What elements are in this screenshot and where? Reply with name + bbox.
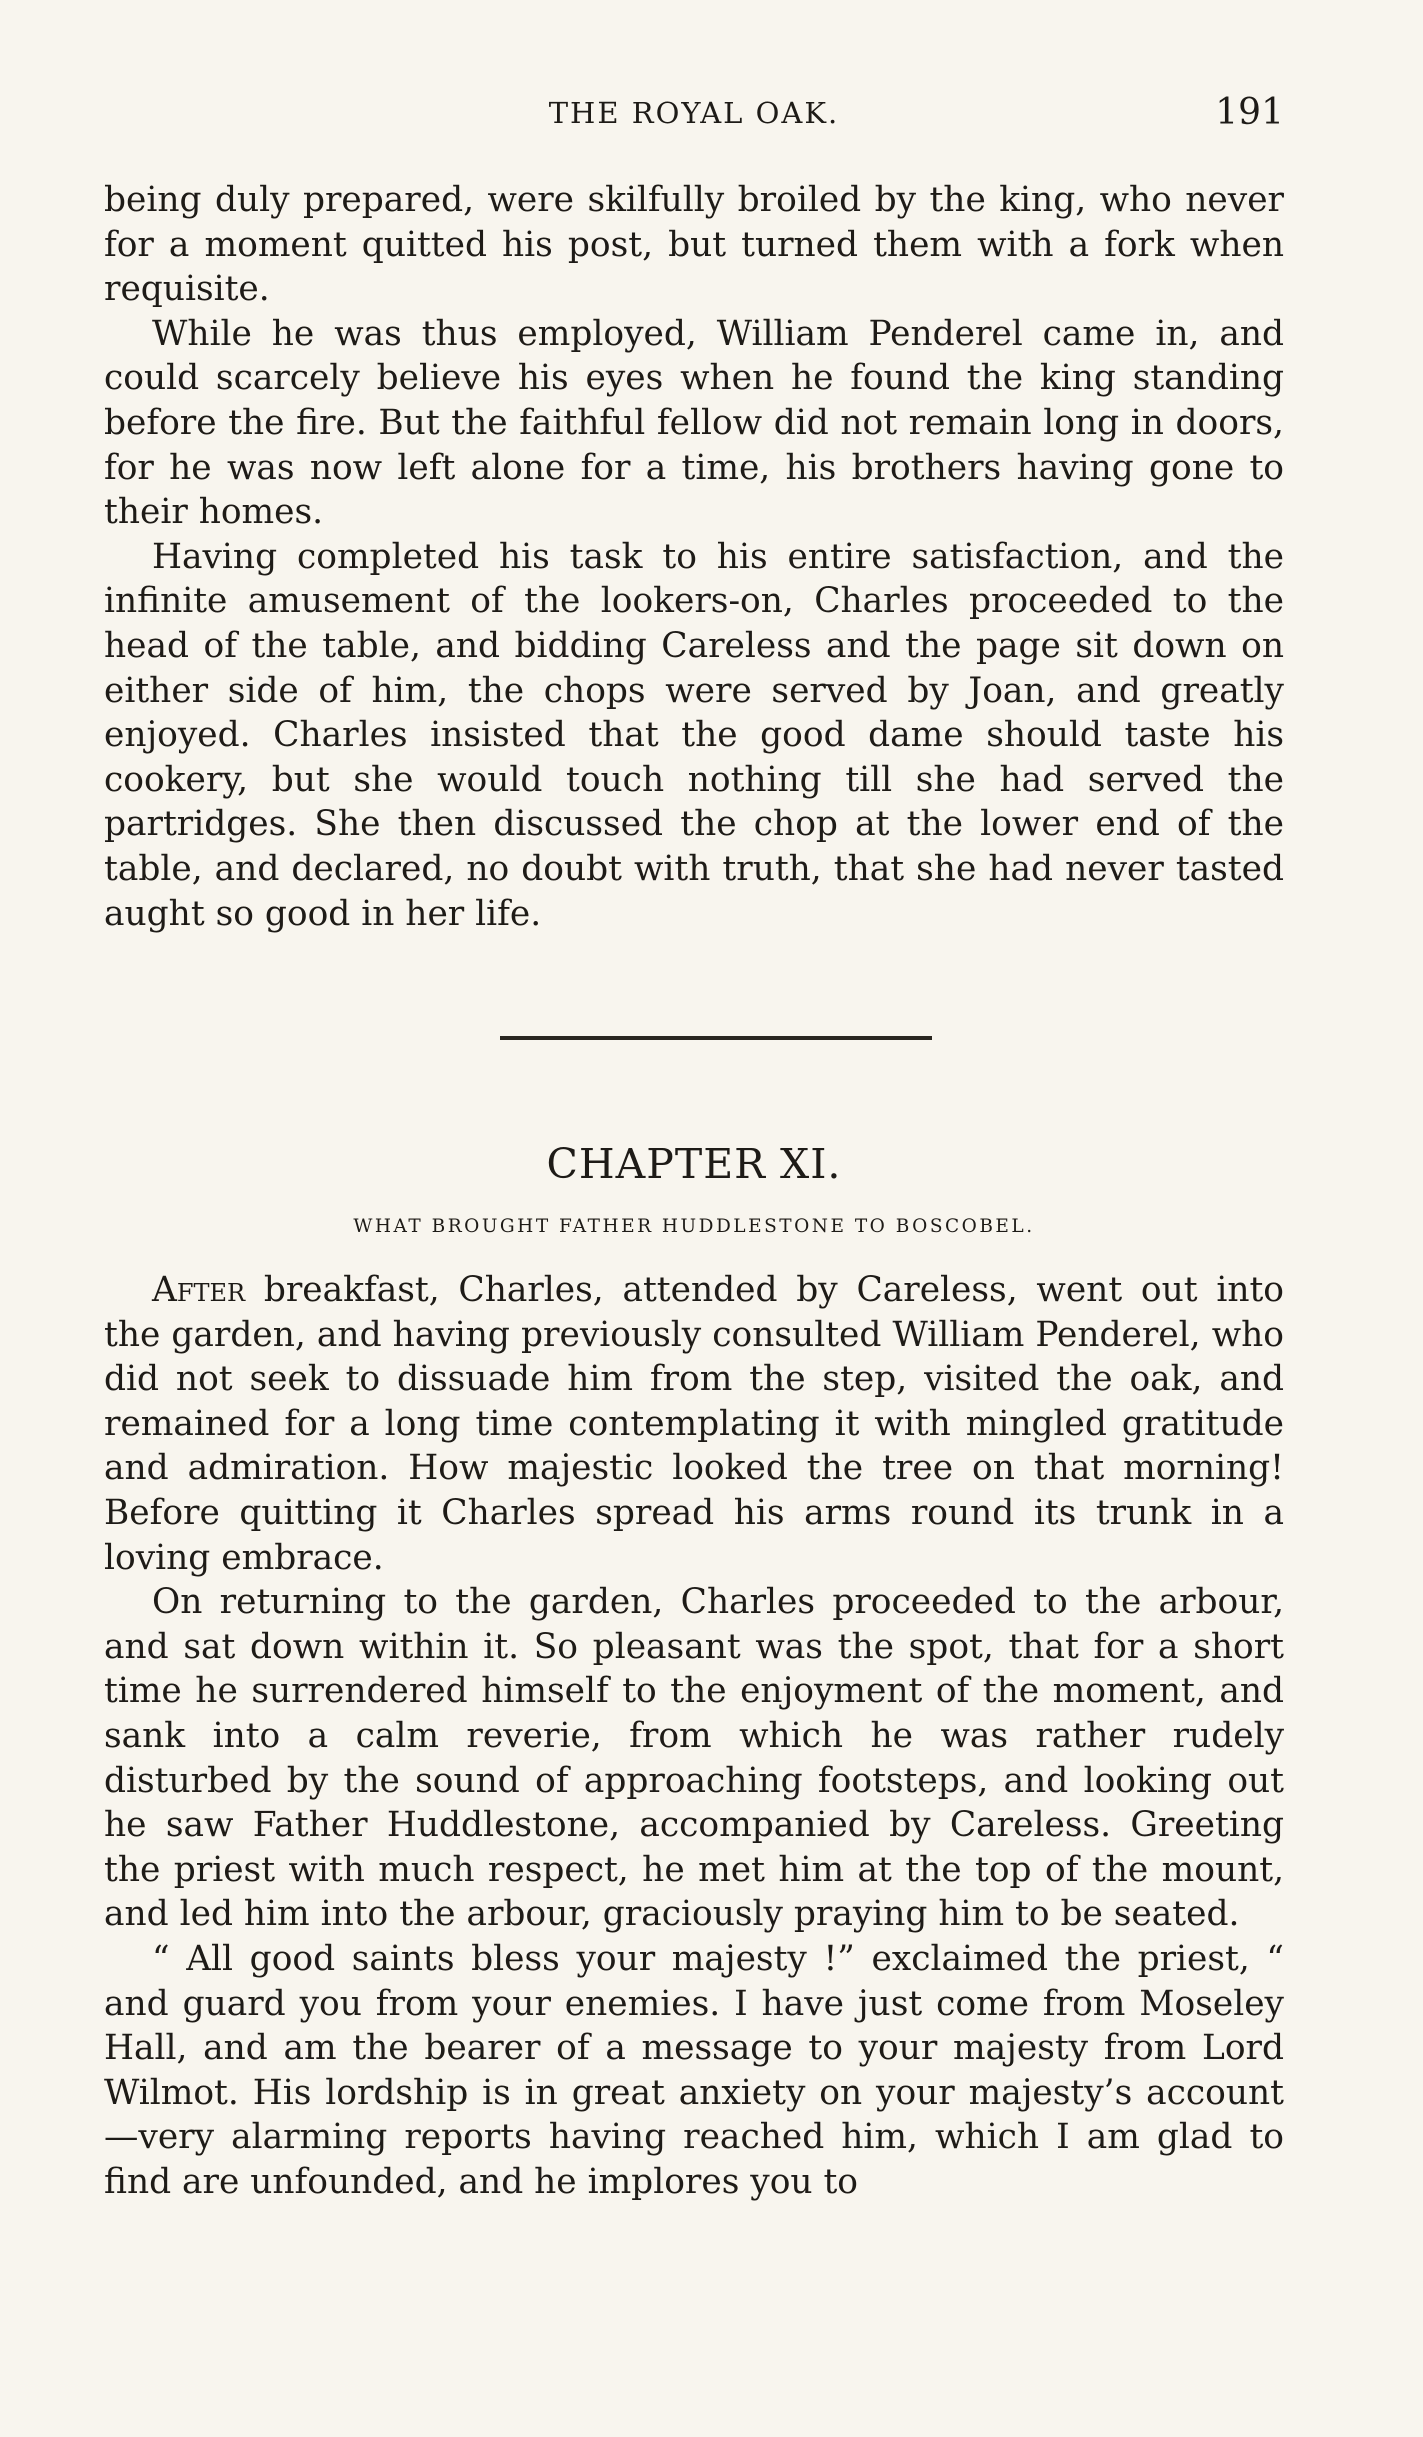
paragraph: On returning to the garden, Charles proceeded to the arbour, and sat down within it. So pleasant was the spot, that for a short time he surrendered himself to the enjoyment of the moment, and sank into a calm reverie, from which he was rather rudely disturbed by the sound of approaching footsteps, and looking out he saw Father Huddlestone, accompanied by Careless. Greeting the priest with much respect, he met him at the top of the mount, and led him into the arbour, graciously praying him to be seated.: [104, 1582, 1284, 1935]
lead-word: After: [152, 1270, 246, 1310]
section-two-text: [104, 1268, 1284, 2204]
paragraph: [104, 1268, 1284, 1580]
section-divider-rule: [500, 1036, 932, 1040]
chapter-title: CHAPTER XI.: [546, 1140, 842, 1188]
page-number: 191: [1215, 92, 1284, 133]
paragraph: being duly prepared, were skilfully broiled by the king, who never for a moment quitted his post, but turned them with a fork when requisite.: [104, 180, 1284, 310]
paragraph: While he was thus employed, William Penderel came in, and could scarcely believe his eyes when he found the king standing before the fire. But the faithful fellow did not remain long in doors, for he was now left alone for a time, his brothers having gone to their homes.: [104, 313, 1284, 533]
page-header: [104, 92, 1284, 142]
chapter-subtitle: WHAT BROUGHT FATHER HUDDLESTONE TO BOSCOBEL.: [353, 1216, 1035, 1237]
paragraph: Having completed his task to his entire satisfaction, and the infinite amusement of the lookers-on, Charles proceeded to the head of the table, and bidding Careless and the page sit down on either side of him, the chops were served by Joan, and greatly enjoyed. Charles insisted that the good dame should taste his cookery, but she would touch nothing till she had served the partridges. She then discussed the chop at the lower end of the table, and declared, no doubt with truth, that she had never tasted aught so good in her life.: [104, 536, 1284, 934]
running-title: THE ROYAL OAK.: [548, 96, 840, 130]
paragraph-text: breakfast, Charles, attended by Careless, went out into the garden, and having previously consulted William Penderel, who did not seek to dissuade him from the step, visited the oak, and remained for a long time contemplating it with mingled gratitude and admiration. How majestic looked the tree on that morning! Before quitting it Charles spread his arms round its trunk in a loving embrace.: [104, 1270, 1284, 1578]
paragraph: “ All good saints bless your majesty !” exclaimed the priest, “ and guard you from your enemies. I have just come from Moseley Hall, and am the bearer of a message to your majesty from Lord Wilmot. His lordship is in great anxiety on your majesty’s account—very alarming reports having reached him, which I am glad to find are unfounded, and he implores you to: [104, 1938, 1284, 2202]
section-one-text: [104, 178, 1284, 936]
